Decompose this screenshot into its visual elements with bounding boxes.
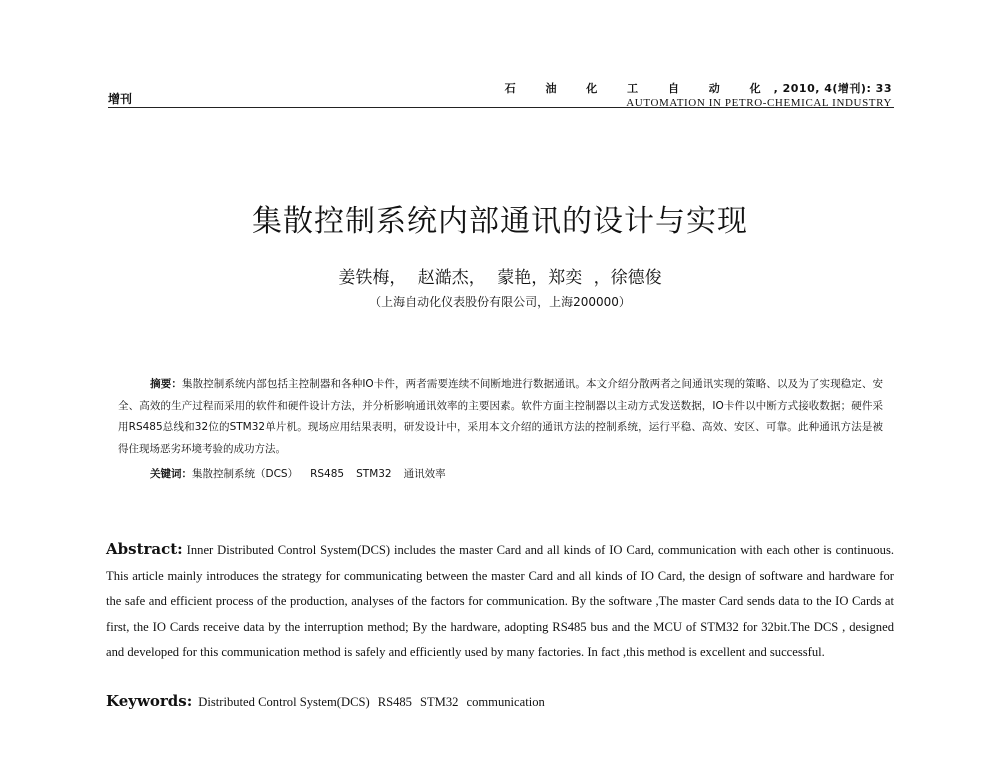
keywords-cn-label: 关键词： (150, 468, 192, 480)
supplement-label: 增刊 (108, 92, 133, 106)
journal-header (505, 80, 892, 109)
abstract-en (106, 537, 894, 666)
author-list: 姜铁梅， 赵澔杰， 蒙艳，郑奕 ，徐德俊 (338, 268, 662, 288)
journal-citation (505, 80, 892, 96)
keyword-cn: 集散控制系统（DCS） (192, 468, 299, 480)
keyword-en: RS485 (377, 695, 412, 709)
keywords-en-label: Keywords: (106, 692, 193, 710)
journal-name-en: AUTOMATION IN PETRO-CHEMICAL INDUSTRY (626, 97, 892, 109)
journal-issue: , 2010, 4(增刊): 33 (773, 82, 892, 95)
keyword-cn: RS485 (310, 468, 345, 480)
abstract-en-label: Abstract: (106, 540, 183, 558)
keywords-en (106, 692, 553, 710)
abstract-en-text: Inner Distributed Control System(DCS) includes the master Card and all kinds of IO Card, communication with each other is continuous. This article mainly introduces the strategy for communicating between the master Card and all kinds of IO Card, the design of software and hardware for the safe and efficient process of the production, analyses of the factors for communication. By the software ,The master Card sends data to the IO Cards at first, the IO Cards receive data by the interruption method; By the hardware, adopting RS485 bus and the MCU of STM32 for 32bit.The DCS , designed and developed for this communication method is safely and efficiently used by many factories. In fact ,this method is excellent and successful. (106, 543, 894, 659)
keyword-en: communication (466, 695, 545, 709)
keyword-cn: 通讯效率 (403, 468, 446, 480)
affiliation: （上海自动化仪表股份有限公司，上海200000） (369, 295, 631, 309)
keyword-cn: STM32 (356, 468, 392, 480)
abstract-cn-label: 摘要： (150, 378, 182, 390)
keyword-en: STM32 (419, 695, 459, 709)
paper-title: 集散控制系统内部通讯的设计与实现 (252, 204, 748, 239)
journal-name-cn: 石 油 化 工 自 动 化 (504, 82, 774, 95)
keyword-en: Distributed Control System(DCS) (198, 695, 370, 709)
header-rule (108, 107, 894, 108)
keywords-cn (150, 466, 458, 481)
abstract-cn-text: 集散控制系统内部包括主控制器和各种IO卡件，两者需要连续不间断地进行数据通讯。本文介绍分散两者之间通讯实现的策略、以及为了实现稳定、安全、高效的生产过程而采用的软件和硬件设计方法，并分析影响通讯效率的主要因素。软件方面主控制器以主动方式发送数据，IO卡件以中断方式接收数据；硬件采用RS485总线和32位的STM32单片机。现场应用结果表明，研发设计中，采用本文介绍的通讯方法的控制系统，运行平稳、高效、安区、可靠。此种通讯方法是被得住现场恶劣环境考验的成功方法。 (118, 378, 884, 455)
abstract-cn (118, 374, 883, 460)
